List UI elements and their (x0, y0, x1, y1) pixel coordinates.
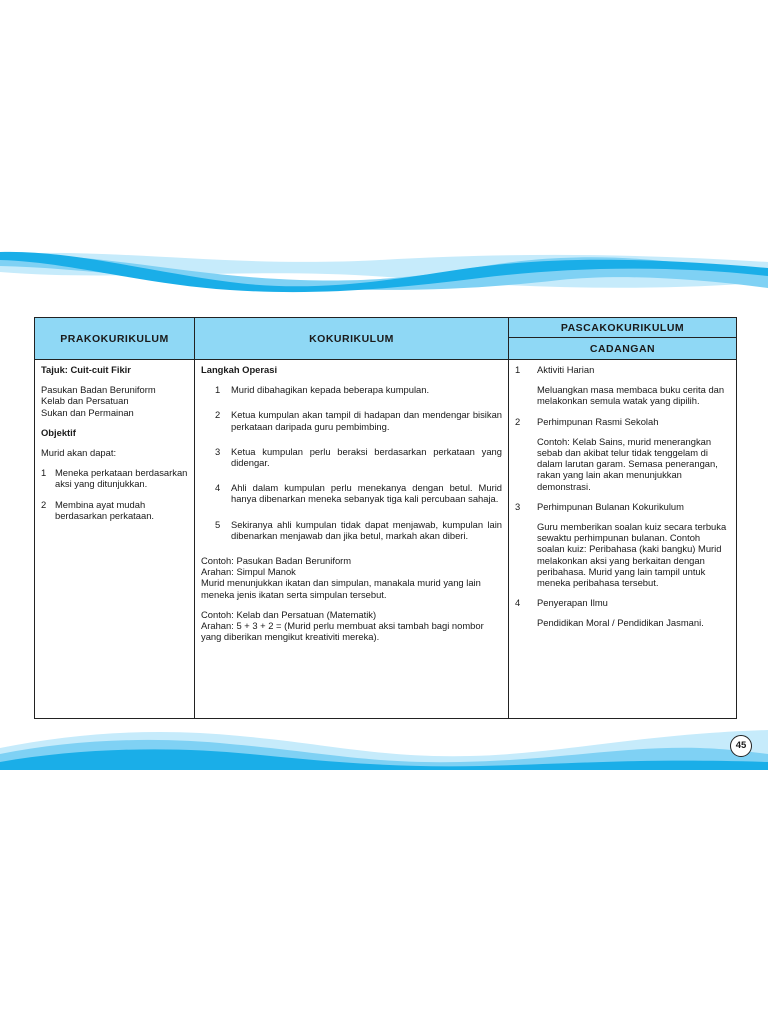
step-text: Ketua kumpulan perlu beraksi berdasarkan perkataan yang didengar. (231, 445, 502, 469)
pasca-item-title (515, 597, 730, 608)
step-number: 3 (215, 445, 221, 457)
pasca-item-title (515, 501, 730, 512)
pasca-cell (509, 360, 737, 719)
item-number: 3 (515, 500, 521, 512)
prako-tajuk: Tajuk: Cuit-cuit Fikir (41, 364, 131, 375)
prako-line: Pasukan Badan Beruniform (41, 384, 156, 396)
kok-example-title: Contoh: Pasukan Badan Beruniform (201, 555, 352, 567)
pasca-item-title (515, 416, 730, 427)
prako-intro: Murid akan dapat: (41, 447, 117, 459)
pasca-item-title (515, 364, 730, 375)
prako-line: Sukan dan Permainan (41, 406, 134, 418)
step-text: Ahli dalam kumpulan perlu menekanya dengan betul. Murid hanya dibenarkan meneka sebanyak tiga kali percubaan sahaja. (231, 482, 502, 505)
pasca-item-body: Contoh: Kelab Sains, murid menerangkan sebab dan akibat telur tidak tenggelam di dalam larutan garam. Semasa penerangan, rakan yang lain akan menunjukkan demonstrasi. (537, 435, 718, 492)
header-prakokurikulum: PRAKOKURIKULUM (35, 318, 195, 360)
step-number: 1 (215, 384, 221, 396)
item-number: 1 (515, 364, 521, 375)
kok-cell (195, 360, 509, 719)
page-number: 45 (730, 735, 752, 757)
pasca-item-body: Meluangkan masa membaca buku cerita dan melakonkan semula watak yang dipilih. (537, 384, 725, 407)
item-number: 2 (41, 498, 47, 510)
item-title: Penyerapan Ilmu (537, 597, 608, 609)
kok-step (201, 384, 502, 395)
prako-objective-item (41, 499, 188, 521)
kok-example-arahan: Arahan: 5 + 3 + 2 = (Murid perlu membuat aksi tambah bagi nombor yang diberikan mengikut kreativiti mereka). (201, 620, 484, 643)
item-title: Perhimpunan Rasmi Sekolah (537, 415, 659, 427)
kok-step (201, 409, 502, 431)
item-number: 4 (515, 597, 521, 609)
prako-cell (35, 360, 195, 719)
item-text: Membina ayat mudah berdasarkan perkataan. (55, 498, 155, 521)
item-title: Aktiviti Harian (537, 364, 595, 375)
item-number: 1 (41, 467, 47, 479)
bottom-wave-decoration (0, 718, 768, 770)
curriculum-table (34, 317, 737, 719)
step-number: 5 (215, 518, 221, 530)
step-number: 4 (215, 482, 221, 494)
top-wave-decoration (0, 248, 768, 298)
kok-step (201, 482, 502, 504)
prako-objective-item (41, 467, 188, 489)
kok-step (201, 446, 502, 468)
kok-heading: Langkah Operasi (201, 364, 278, 375)
step-text: Sekiranya ahli kumpulan tidak dapat menjawab, kumpulan lain dibenarkan menjawab dan jika betul, markah akan diberi. (231, 518, 502, 541)
step-text: Murid dibahagikan kepada beberapa kumpulan. (231, 384, 430, 396)
pasca-item-body: Pendidikan Moral / Pendidikan Jasmani. (537, 617, 704, 629)
kok-example-text: Murid menunjukkan ikatan dan simpulan, manakala murid yang lain meneka jenis ikatan serta simpulan tersebut. (201, 577, 481, 600)
header-kokurikulum: KOKURIKULUM (195, 318, 509, 360)
pasca-item-body: Guru memberikan soalan kuiz secara terbuka sewaktu perhimpunan bulanan. Contoh soalan kuiz: Peribahasa (kaki bangku) Murid melakonkan aksi yang berkaitan dengan peribahasa. Murid yang lain tampil untuk meneka peribahasa tersebut. (537, 521, 727, 589)
kok-example-arahan: Arahan: Simpul Manok (201, 566, 296, 578)
prako-line: Kelab dan Persatuan (41, 395, 129, 407)
header-pascakokurikulum: PASCAKOKURIKULUM (509, 318, 737, 338)
kok-step (201, 519, 502, 541)
step-number: 2 (215, 409, 221, 421)
prako-objektif-heading: Objektif (41, 426, 76, 438)
header-cadangan: CADANGAN (509, 338, 737, 360)
item-number: 2 (515, 415, 521, 427)
item-text: Meneka perkataan berdasarkan aksi yang ditunjukkan. (55, 467, 188, 490)
kok-example-title: Contoh: Kelab dan Persatuan (Matematik) (201, 608, 377, 620)
step-text: Ketua kumpulan akan tampil di hadapan dan mendengar bisikan perkataan daripada guru pembimbing. (231, 409, 502, 432)
item-title: Perhimpunan Bulanan Kokurikulum (537, 500, 684, 512)
